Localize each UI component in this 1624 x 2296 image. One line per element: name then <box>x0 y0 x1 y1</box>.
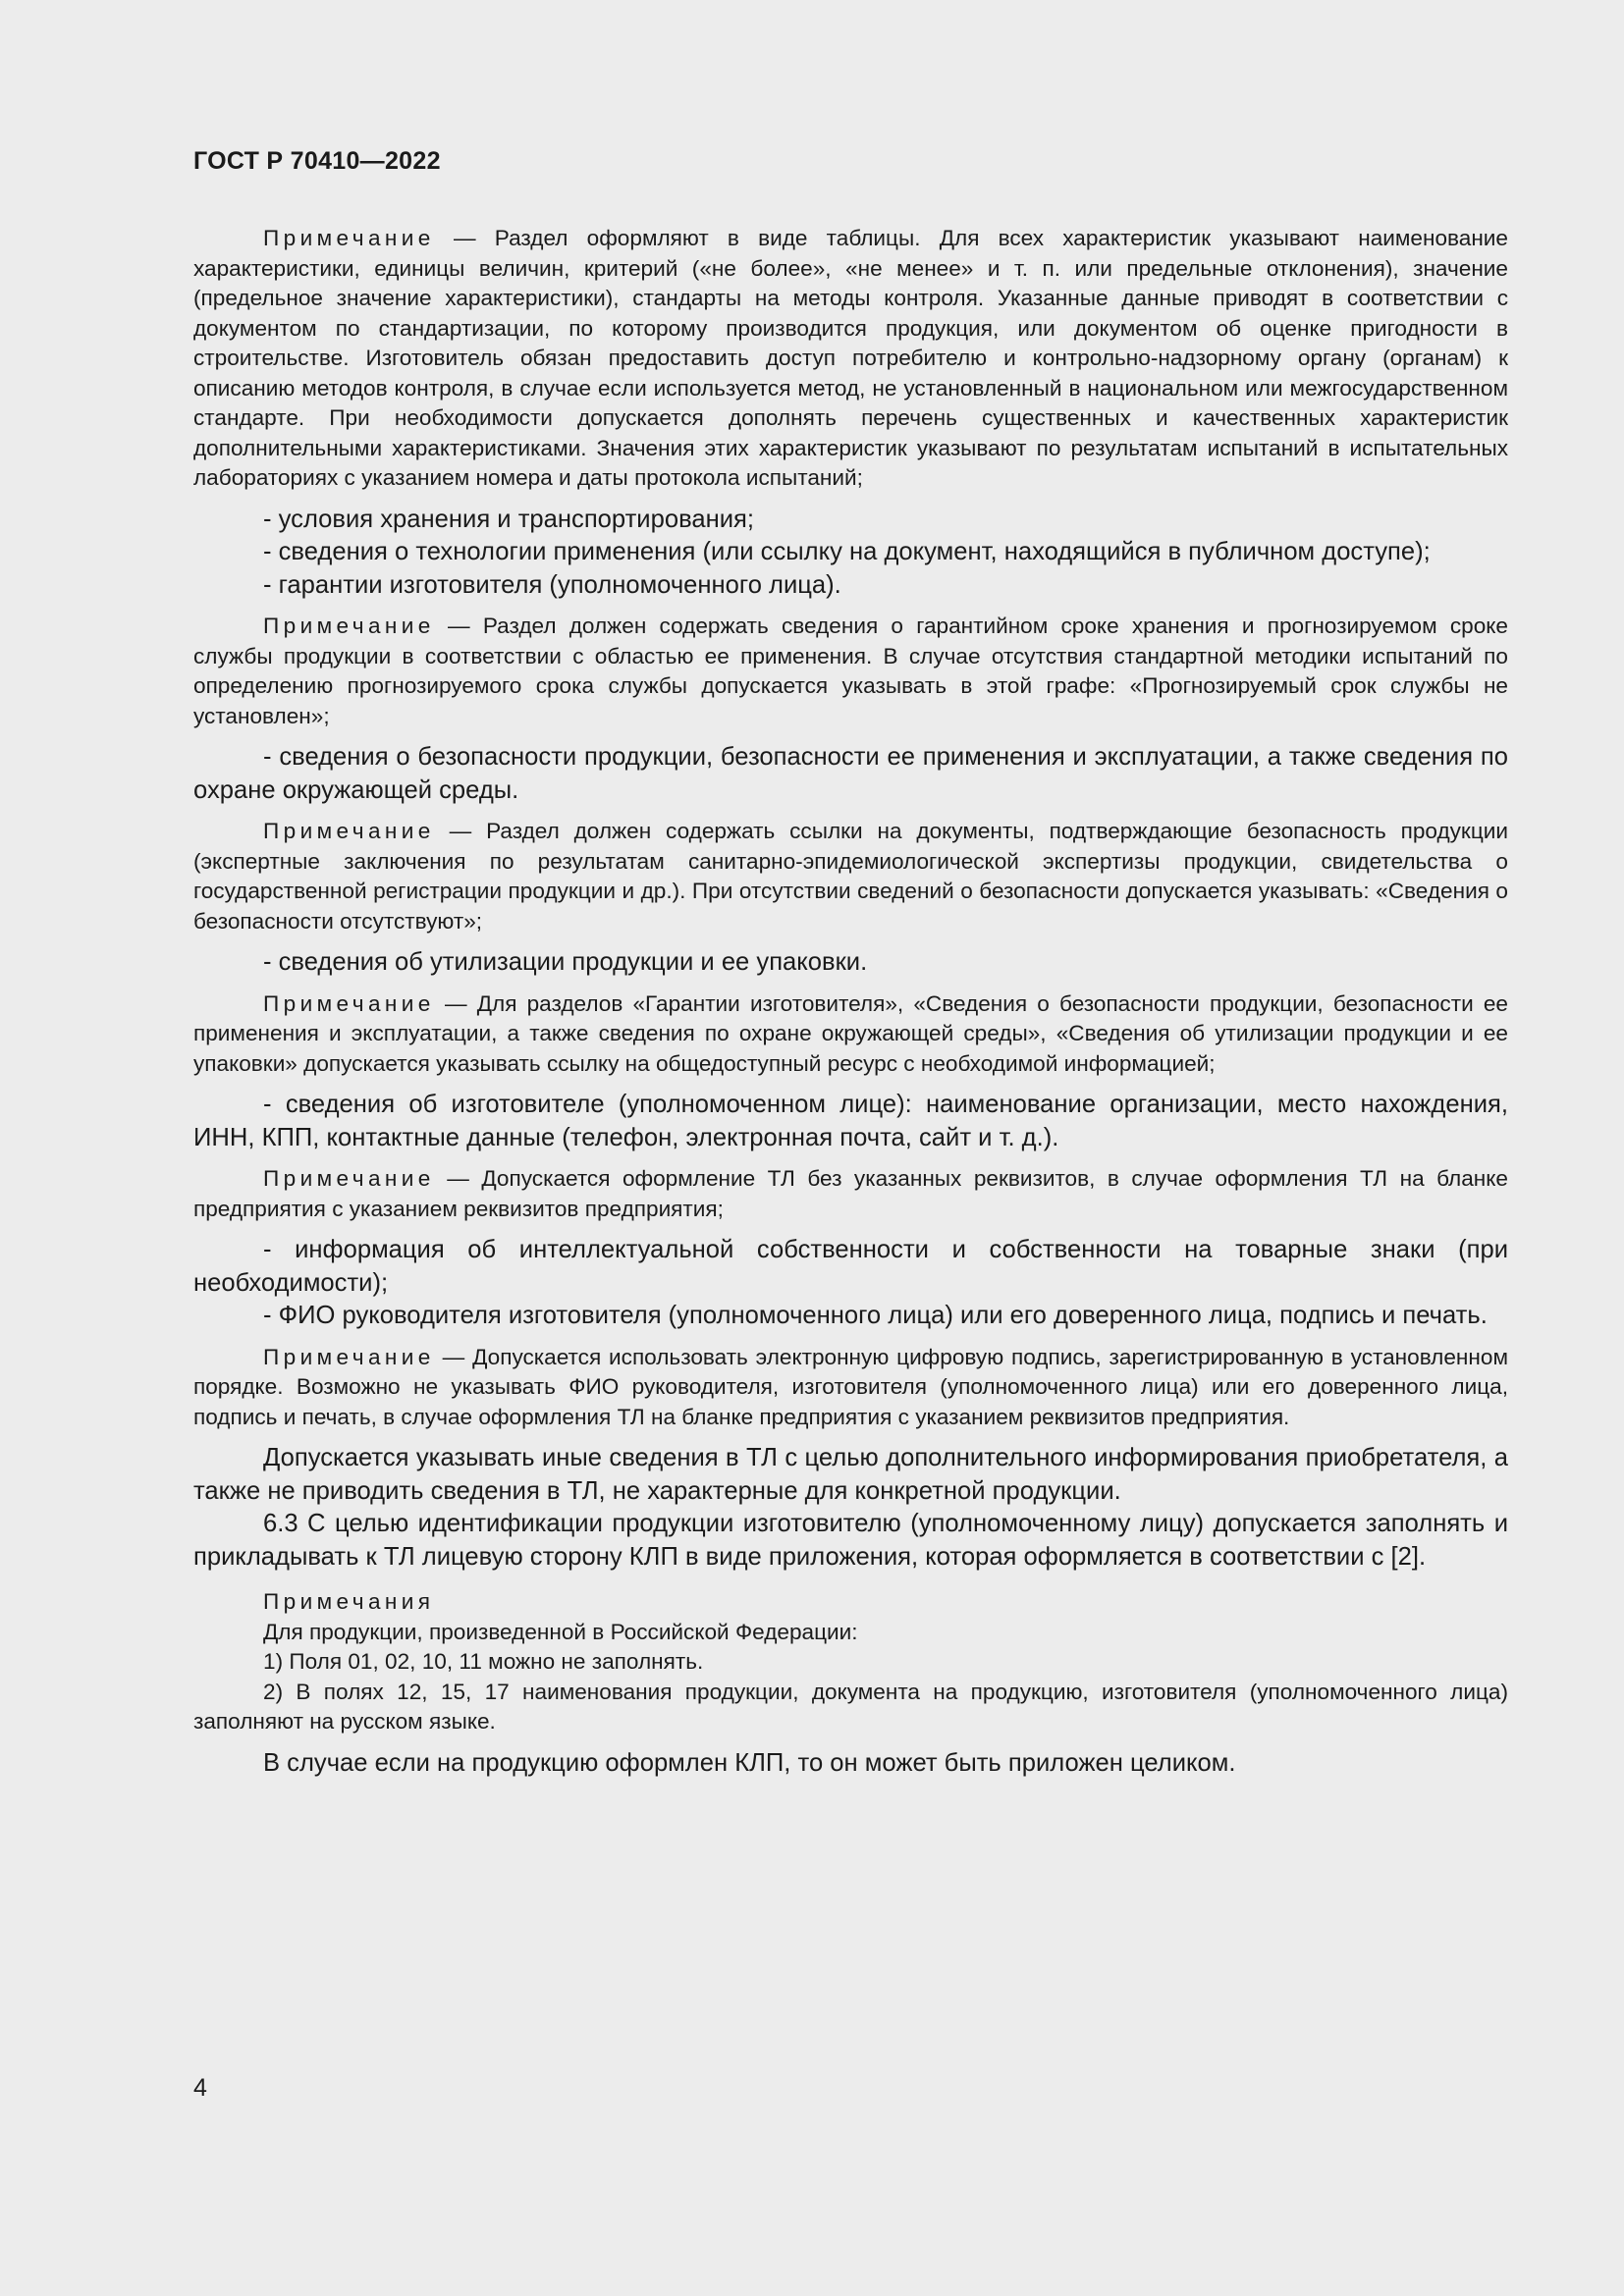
note-label: Примечание <box>263 1166 435 1191</box>
note-text: Раздел оформляют в виде таблицы. Для всех характеристик указывают наименование характеристики, единицы величин, критерий («не более», «не менее» и т. п. или предельные отклонения), значение (предельное значение характеристики), стандарты на методы контроля. Указанные данные приводят в соответствии с документом по стандартизации, по которому производится продукция, или документом об оценке пригодности в строительстве. Изготовитель обязан предоставить доступ потребителю и контрольно-надзорному органу (органам) к описанию методов контроля, в случае если используется метод, не установленный в национальном или межгосударственном стандарте. При необходимости допускается дополнять перечень существенных и качественных характеристик дополнительными характеристиками. Значения этих характеристик указывают по результатам испытаний в испытательных лабораториях с указанием номера и даты протокола испытаний; <box>193 226 1508 490</box>
note-dash: — <box>434 614 483 638</box>
note-text: Раздел должен содержать ссылки на документы, подтверждающие безопасность продукции (экспертные заключения по результатам санитарно-эпидемиологической экспертизы продукции, свидетельства о государственной регистрации продукции и др.). При отсутствии сведений о безопасности допускается указывать: «Сведения о безопасности отсутствуют»; <box>193 819 1508 934</box>
list-item-safety: - сведения о безопасности продукции, безопасности ее применения и эксплуатации, а также сведения по охране окружающей среды. <box>193 743 1508 804</box>
note-block <box>193 989 1508 1080</box>
list-item-technology: - сведения о технологии применения (или ссылку на документ, находящийся в публичном доступе); <box>263 538 1431 565</box>
list-item-intellectual-property: - информация об интеллектуальной собственности и собственности на товарные знаки (при необходимости); <box>193 1236 1508 1297</box>
note-label: Примечание <box>263 990 435 1016</box>
page-content <box>193 224 1508 1780</box>
note-label: Примечание <box>263 614 435 638</box>
paragraph-other-info: Допускается указывать иные сведения в ТЛ с целью дополнительного информирования приобретателя, а также не приводить сведения в ТЛ, не характерные для конкретной продукции. <box>193 1444 1508 1505</box>
note-text: Для разделов «Гарантии изготовителя», «Сведения о безопасности продукции, безопасности ее применения и эксплуатации, а также сведения по охране окружающей среды», «Сведения об утилизации продукции и ее упаковки» допускается указывать ссылку на общедоступный ресурс с необходимой информацией; <box>193 990 1508 1076</box>
notes-item-1: 1) Поля 01, 02, 10, 11 можно не заполнять. <box>263 1649 704 1674</box>
note-text: Раздел должен содержать сведения о гарантийном сроке хранения и прогнозируемом сроке службы продукции в соответствии с областью ее применения. В случае отсутствия стандартной методики испытаний по определению прогнозируемого срока службы допускается указывать в этой графе: «Прогнозируемый срок службы не установлен»; <box>193 614 1508 728</box>
note-block <box>193 1164 1508 1224</box>
list-item-manufacturer: - сведения об изготовителе (уполномоченном лице): наименование организации, место нахождения, ИНН, КПП, контактные данные (телефон, электронная почта, сайт и т. д.). <box>193 1091 1508 1151</box>
notes-heading: Примечания <box>263 1589 435 1614</box>
note-text: Допускается использовать электронную цифровую подпись, зарегистрированную в установленном порядке. Возможно не указывать ФИО руководителя, изготовителя (уполномоченного лица) или его доверенного лица, подпись и печать, в случае оформления ТЛ на бланке предприятия с указанием реквизитов предприятия. <box>193 1344 1508 1429</box>
paragraph-section-6-3: 6.3 С целью идентификации продукции изготовителю (уполномоченному лицу) допускается заполнять и прикладывать к ТЛ лицевую сторону КЛП в виде приложения, которая оформляется в соответствии с [2]. <box>193 1510 1508 1571</box>
note-label: Примечание <box>263 819 435 843</box>
notes-intro: Для продукции, произведенной в Российской Федерации: <box>263 1619 858 1644</box>
list-item-guarantee: - гарантии изготовителя (уполномоченного лица). <box>263 570 841 599</box>
note-dash: — <box>434 819 487 843</box>
notes-item-2: 2) В полях 12, 15, 17 наименования продукции, документа на продукцию, изготовителя (уполномоченного лица) заполняют на русском языке. <box>193 1679 1508 1734</box>
page-number: 4 <box>193 2074 207 2102</box>
note-text: Допускается оформление ТЛ без указанных реквизитов, в случае оформления ТЛ на бланке предприятия с указанием реквизитов предприятия; <box>193 1166 1508 1221</box>
list-item-signature: - ФИО руководителя изготовителя (уполномоченного лица) или его доверенного лица, подпись и печать. <box>263 1302 1488 1329</box>
note-dash: — <box>434 1166 482 1191</box>
paragraph-klp: В случае если на продукцию оформлен КЛП, то он может быть приложен целиком. <box>263 1748 1236 1777</box>
list-item-utilization: - сведения об утилизации продукции и ее упаковки. <box>263 948 868 976</box>
note-label: Примечание <box>263 226 435 250</box>
note-block <box>193 817 1508 936</box>
document-code-header: ГОСТ Р 70410—2022 <box>193 147 441 175</box>
note-block <box>193 612 1508 731</box>
list-item-storage: - условия хранения и транспортирования; <box>263 505 755 533</box>
note-label: Примечание <box>263 1344 435 1369</box>
note-block <box>193 224 1508 494</box>
note-dash: — <box>434 1344 473 1369</box>
note-dash: — <box>434 990 477 1016</box>
note-block <box>193 1343 1508 1433</box>
note-dash: — <box>434 226 495 250</box>
